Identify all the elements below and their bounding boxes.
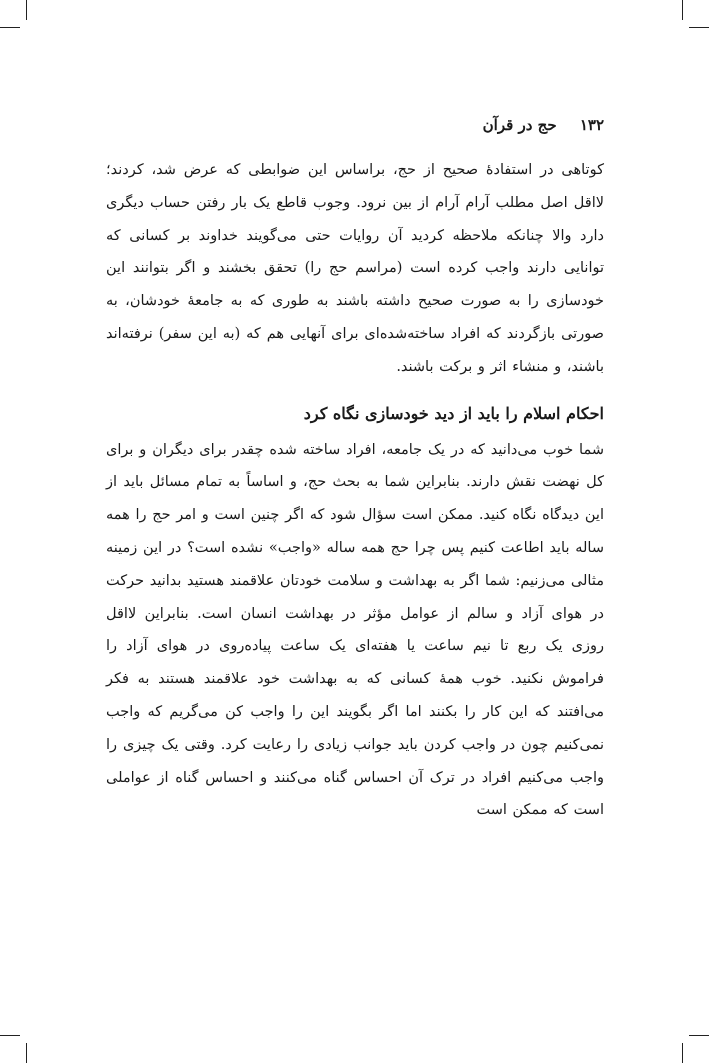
page-body bbox=[106, 154, 604, 827]
crop-mark-top-left-horizontal bbox=[0, 27, 20, 28]
crop-mark-bottom-right-horizontal bbox=[689, 1035, 709, 1036]
section-heading: احکام اسلام را باید از دید خودسازی نگاه کرد bbox=[303, 403, 604, 423]
running-title: حج در قرآن bbox=[482, 116, 557, 134]
crop-mark-bottom-left-horizontal bbox=[0, 1035, 20, 1036]
page-number: ۱۳۲ bbox=[579, 116, 604, 134]
crop-mark-top-right-vertical bbox=[682, 0, 683, 20]
crop-mark-bottom-left-vertical bbox=[26, 1043, 27, 1063]
paragraph-2: شما خوب می‌دانید که در یک جامعه، افراد ساخته شده چقدر برای دیگران و برای کل نهضت نقش دارند. بنابراین شما به بحث حج، و اساساً به تمام مسائل باید از این دیدگاه نگاه کنید. ممکن است سؤال شود که اگر چنین است و امر حج را همه ساله باید اطاعت کنیم پس چرا حج همه ساله «واجب» نشده است؟ در این زمینه مثالی می‌زنیم: شما اگر به بهداشت و سلامت خودتان علاقمند هستید بدانید حرکت در هوای آزاد و سالم از عوامل مؤثر در بهداشت انسان است. بنابراین لااقل روزی یک ربع تا نیم ساعت یا هفته‌ای یک ساعت پیاده‌روی در هوای آزاد را فراموش نکنید. خوب همۀ کسانی که به بهداشت خود علاقمند هستند به فکر می‌افتند که این کار را بکنند اما اگر بگویند این را واجب کن می‌گریم که واجب نمی‌کنیم چون در واجب کردن باید جوانب زیادی را رعایت کرد. وقتی یک چیزی را واجب می‌کنیم افراد در ترک آن احساس گناه می‌کنند و احساس گناه از عواملی است که ممکن است bbox=[106, 441, 604, 819]
running-header bbox=[104, 113, 604, 137]
paragraph-1: کوتاهی در استفادۀ صحیح از حج، براساس این ضوابطی که عرض شد، کردند؛ لااقل اصل مطلب آرام آرام از بین نرود. وجوب قاطع یک بار رفتن حساب دیگری دارد والا چنانکه ملاحظه کردید آن روایات حتی می‌گویند خداوند بر کسانی که توانایی دارند واجب کرده است (مراسم حج را) تحقق بخشند و اگر بتوانند این خودسازی را به صورت صحیح داشته باشند به طوری که به جامعۀ خودشان، به صورتی بازگردند که افراد ساخته‌شده‌ای برای آنهایی هم که (به این سفر) نرفته‌اند باشند، و منشاء اثر و برکت باشند. bbox=[106, 162, 604, 375]
crop-mark-top-left-vertical bbox=[26, 0, 27, 20]
crop-mark-bottom-right-vertical bbox=[682, 1043, 683, 1063]
crop-mark-top-right-horizontal bbox=[689, 27, 709, 28]
